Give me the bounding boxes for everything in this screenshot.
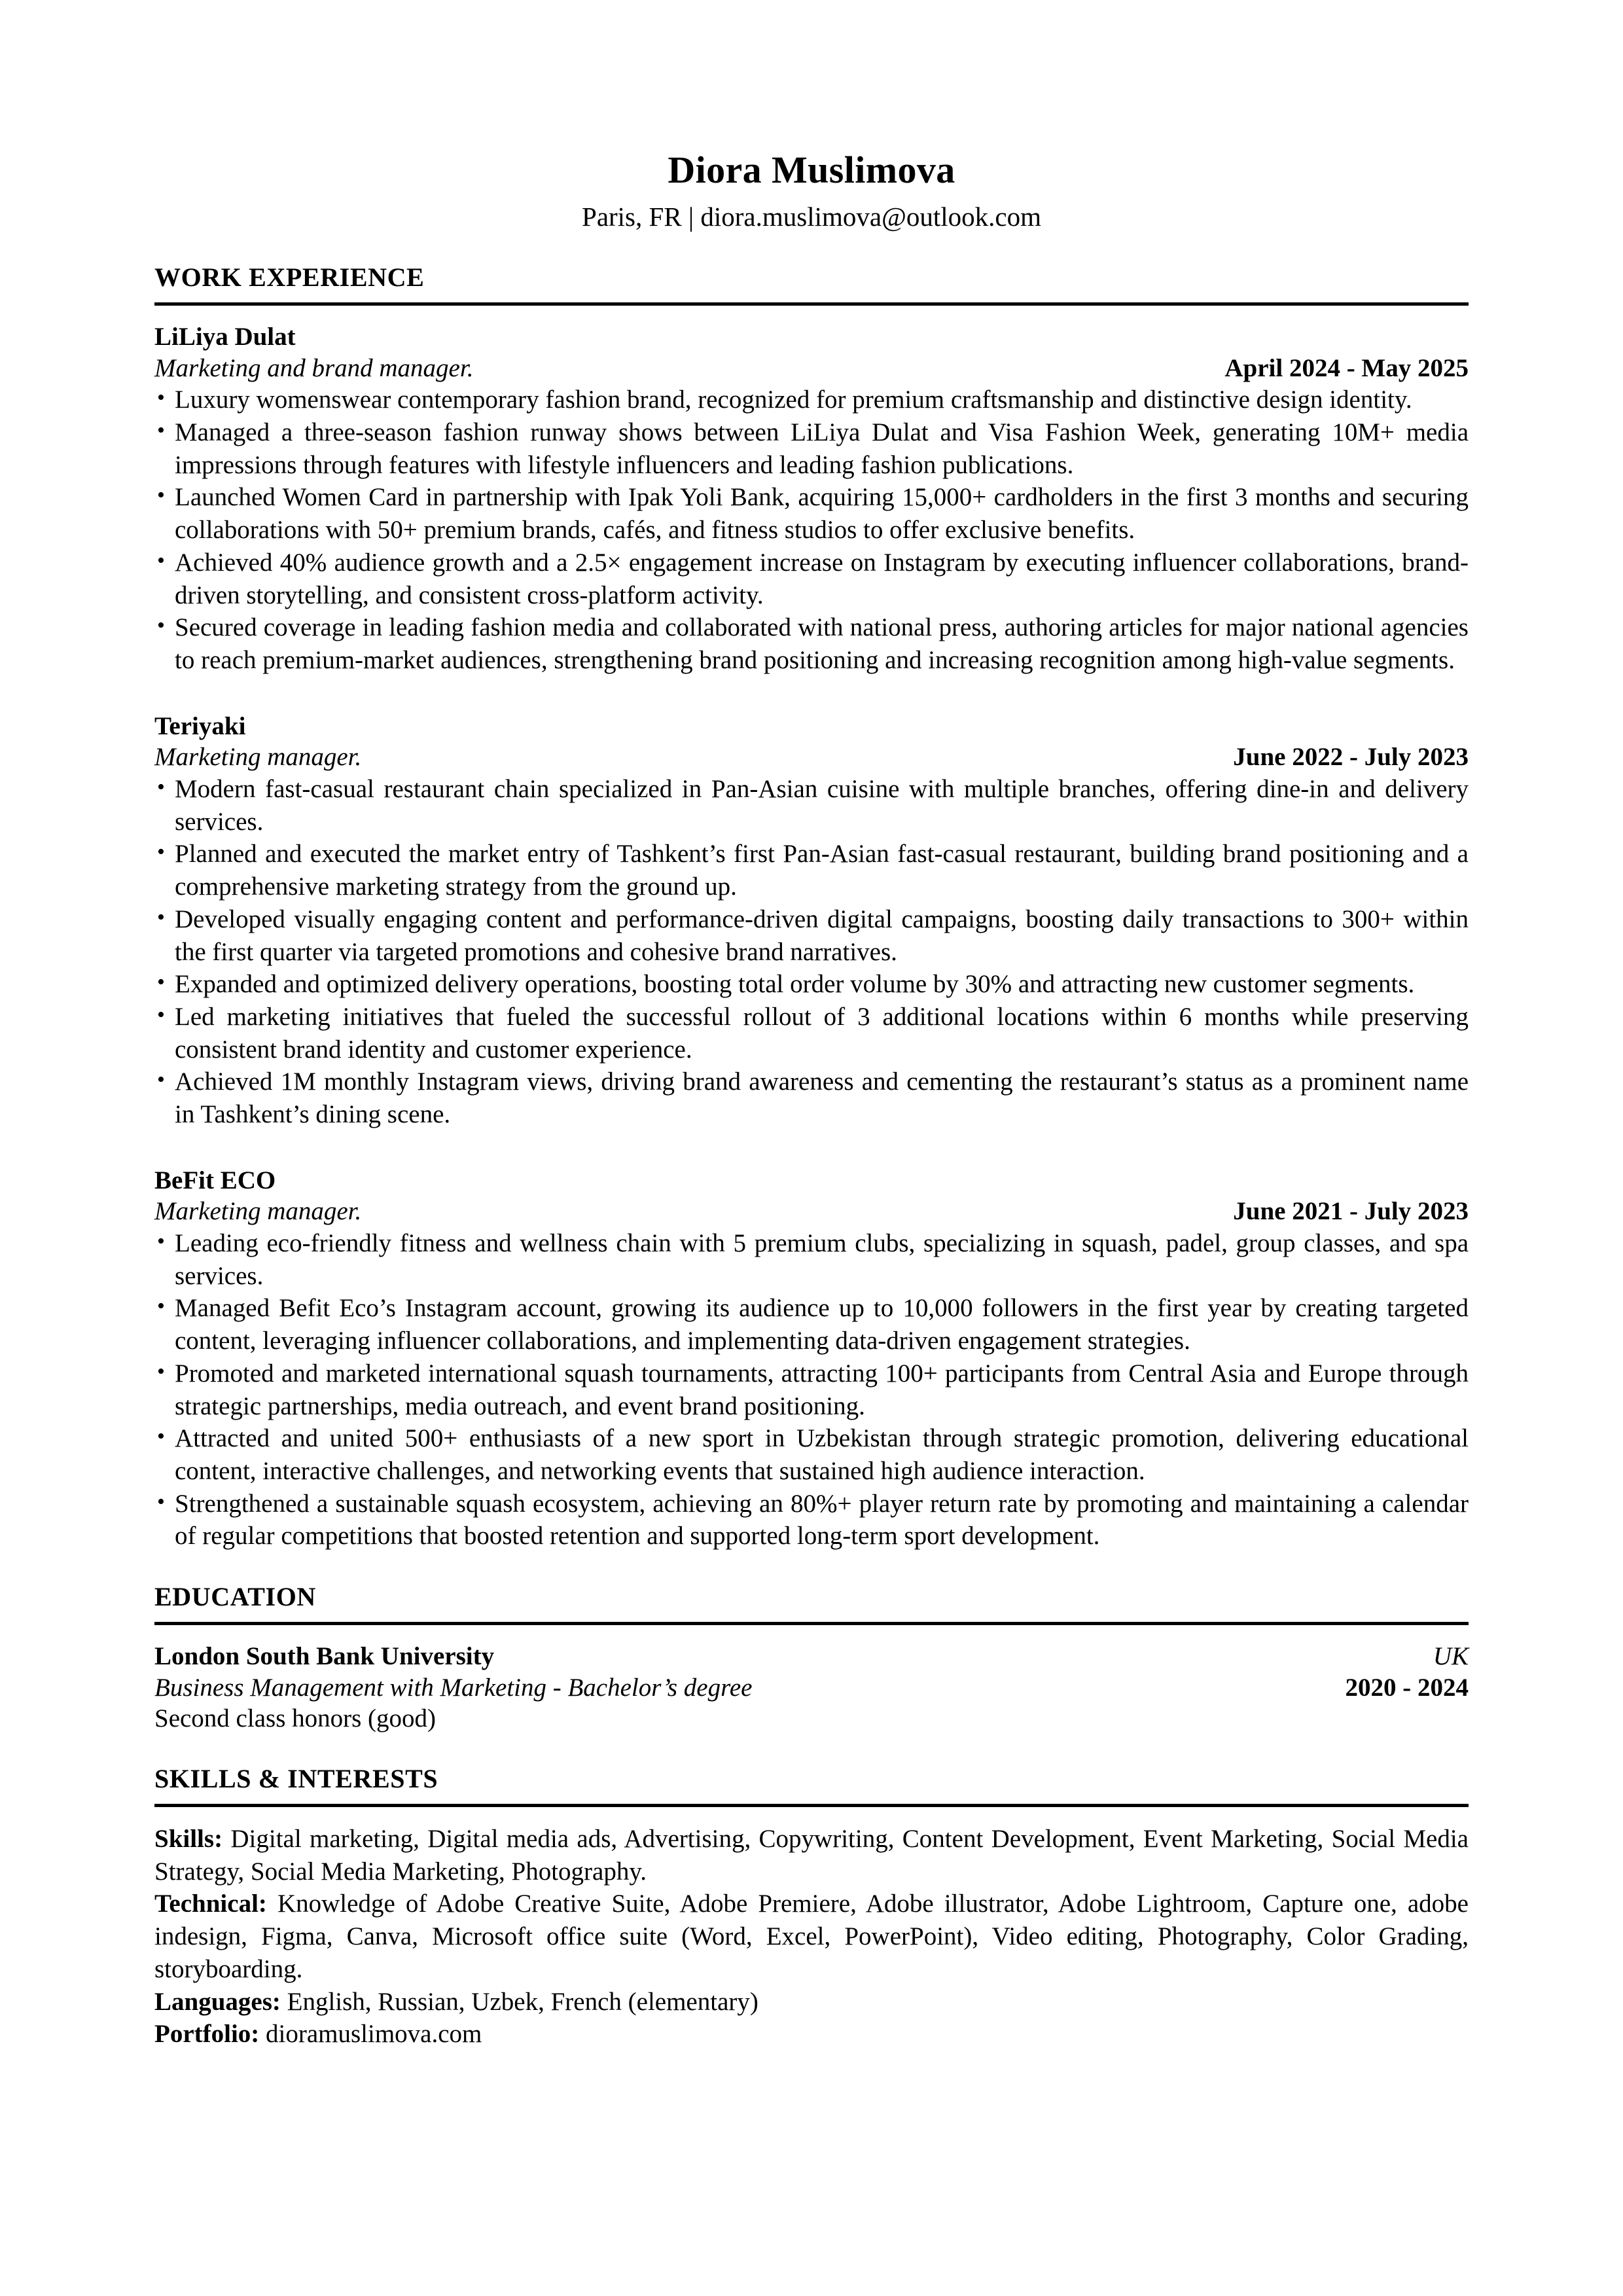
work-entry-dates: June 2022 - July 2023 bbox=[1233, 743, 1469, 772]
section-divider-skills-interests bbox=[154, 1804, 1469, 1807]
skills-body bbox=[154, 1823, 1469, 2051]
skills-value: English, Russian, Uzbek, French (elementary) bbox=[280, 1987, 758, 2016]
list-item: • Promoted and marketed international squash tournaments, attracting 100+ participants from Central Asia and Europe through strategic partnerships, media outreach, and event brand positioning. bbox=[154, 1357, 1469, 1422]
section-skills-interests bbox=[154, 1765, 1469, 2051]
section-title-skills-interests: SKILLS & INTERESTS bbox=[154, 1763, 438, 1793]
education-school: London South Bank University bbox=[154, 1642, 495, 1671]
education-years: 2020 - 2024 bbox=[1345, 1673, 1469, 1702]
work-entry-bullets bbox=[154, 384, 1469, 676]
list-item: • Expanded and optimized delivery operations, boosting total order volume by 30% and attracting new customer segments. bbox=[154, 968, 1469, 1001]
work-entry-role: Marketing manager. bbox=[154, 743, 362, 772]
work-entry-bullets bbox=[154, 773, 1469, 1131]
list-item: • Luxury womenswear contemporary fashion brand, recognized for premium craftsmanship and distinctive design identity. bbox=[154, 384, 1469, 416]
candidate-name: Diora Muslimova bbox=[668, 149, 955, 191]
work-entry-bullets bbox=[154, 1227, 1469, 1552]
work-entry-organization: Teriyaki bbox=[154, 711, 246, 740]
education-entry bbox=[154, 1641, 1469, 1734]
skills-value: Digital marketing, Digital media ads, Advertising, Copywriting, Content Development, Event Marketing, Social Media Strategy, Social Media Marketing, Photography. bbox=[154, 1824, 1469, 1886]
candidate-contact-line: Paris, FR | diora.muslimova@outlook.com bbox=[582, 201, 1041, 232]
education-degree-row bbox=[154, 1672, 1469, 1704]
skills-label: Languages: bbox=[154, 1987, 281, 2016]
list-item: • Leading eco-friendly fitness and wellness chain with 5 premium clubs, specializing in squash, padel, group classes, and spa services. bbox=[154, 1227, 1469, 1292]
skills-label: Technical: bbox=[154, 1890, 267, 1918]
section-title-work-experience: WORK EXPERIENCE bbox=[154, 262, 425, 293]
list-item: • Strengthened a sustainable squash ecosystem, achieving an 80%+ player return rate by promoting and maintaining a calendar of regular competitions that boosted retention and supported long-term sport development. bbox=[154, 1488, 1469, 1552]
skills-value: Knowledge of Adobe Creative Suite, Adobe Premiere, Adobe illustrator, Adobe Lightroom, Capture one, adobe indesign, Figma, Canva, Microsoft office suite (Word, Excel, PowerPoint), Video editing, Photography, Color Grading, storyboarding. bbox=[154, 1890, 1469, 1983]
skills-line-portfolio bbox=[154, 2018, 1469, 2051]
list-item: • Modern fast-casual restaurant chain specialized in Pan-Asian cuisine with multiple branches, offering dine-in and delivery services. bbox=[154, 773, 1469, 838]
skills-line-languages bbox=[154, 1986, 1469, 2018]
list-item: • Led marketing initiatives that fueled the successful rollout of 3 additional locations within 6 months while preserving consistent brand identity and customer experience. bbox=[154, 1001, 1469, 1066]
section-work-experience bbox=[154, 263, 1469, 1552]
skills-line-technical bbox=[154, 1888, 1469, 1985]
education-school-row bbox=[154, 1641, 1469, 1672]
list-item: • Achieved 1M monthly Instagram views, driving brand awareness and cementing the restaurant’s status as a prominent name in Tashkent’s dining scene. bbox=[154, 1066, 1469, 1130]
list-item: • Launched Women Card in partnership with Ipak Yoli Bank, acquiring 15,000+ cardholders in the first 3 months and securing collaborations with 50+ premium brands, cafés, and fitness studios to offer exclusive benefits. bbox=[154, 481, 1469, 546]
list-item: • Achieved 40% audience growth and a 2.5× engagement increase on Instagram by executing influencer collaborations, brand-driven storytelling, and consistent cross-platform activity. bbox=[154, 547, 1469, 611]
skills-line-skills bbox=[154, 1823, 1469, 1888]
section-divider-education bbox=[154, 1622, 1469, 1625]
work-entry-role-row bbox=[154, 742, 1469, 773]
section-title-education: EDUCATION bbox=[154, 1582, 316, 1612]
work-entry-organization: BeFit ECO bbox=[154, 1166, 276, 1194]
work-entry-role-row bbox=[154, 353, 1469, 384]
skills-label: Portfolio: bbox=[154, 2020, 260, 2049]
list-item: • Attracted and united 500+ enthusiasts of a new sport in Uzbekistan through strategic promotion, delivering educational content, interactive challenges, and networking events that sustained high audience interaction. bbox=[154, 1422, 1469, 1487]
work-entry bbox=[154, 711, 1469, 1131]
section-education bbox=[154, 1583, 1469, 1734]
section-divider-work-experience bbox=[154, 302, 1469, 306]
list-item: • Managed Befit Eco’s Instagram account, growing its audience up to 10,000 followers in the first year by creating targeted content, leveraging influencer collaborations, and implementing data-driven engagement strategies. bbox=[154, 1292, 1469, 1357]
skills-label: Skills: bbox=[154, 1824, 223, 1853]
education-degree: Business Management with Marketing - Bachelor’s degree bbox=[154, 1673, 753, 1702]
education-country: UK bbox=[1433, 1642, 1469, 1671]
resume-header bbox=[154, 0, 1469, 233]
list-item: • Managed a three-season fashion runway shows between LiLiya Dulat and Visa Fashion Week, generating 10M+ media impressions through features with lifestyle influencers and leading fashion publications. bbox=[154, 416, 1469, 481]
list-item: • Developed visually engaging content and performance-driven digital campaigns, boosting daily transactions to 300+ within the first quarter via targeted promotions and cohesive brand narratives. bbox=[154, 903, 1469, 968]
skills-value: dioramuslimova.com bbox=[259, 2020, 482, 2049]
list-item: • Planned and executed the market entry of Tashkent’s first Pan-Asian fast-casual restaurant, building brand positioning and a comprehensive marketing strategy from the ground up. bbox=[154, 838, 1469, 903]
work-entry-dates: June 2021 - July 2023 bbox=[1233, 1197, 1469, 1226]
work-entry bbox=[154, 321, 1469, 677]
work-entry-organization: LiLiya Dulat bbox=[154, 323, 296, 351]
work-entry-role-row bbox=[154, 1196, 1469, 1227]
list-item: • Secured coverage in leading fashion media and collaborated with national press, authoring articles for major national agencies to reach premium-market audiences, strengthening brand positioning and increasing recognition among high-value segments. bbox=[154, 611, 1469, 676]
work-entry-role: Marketing and brand manager. bbox=[154, 353, 474, 382]
work-entry-role: Marketing manager. bbox=[154, 1197, 362, 1226]
work-entry bbox=[154, 1165, 1469, 1552]
education-note: Second class honors (good) bbox=[154, 1704, 437, 1733]
work-entry-dates: April 2024 - May 2025 bbox=[1224, 353, 1469, 382]
